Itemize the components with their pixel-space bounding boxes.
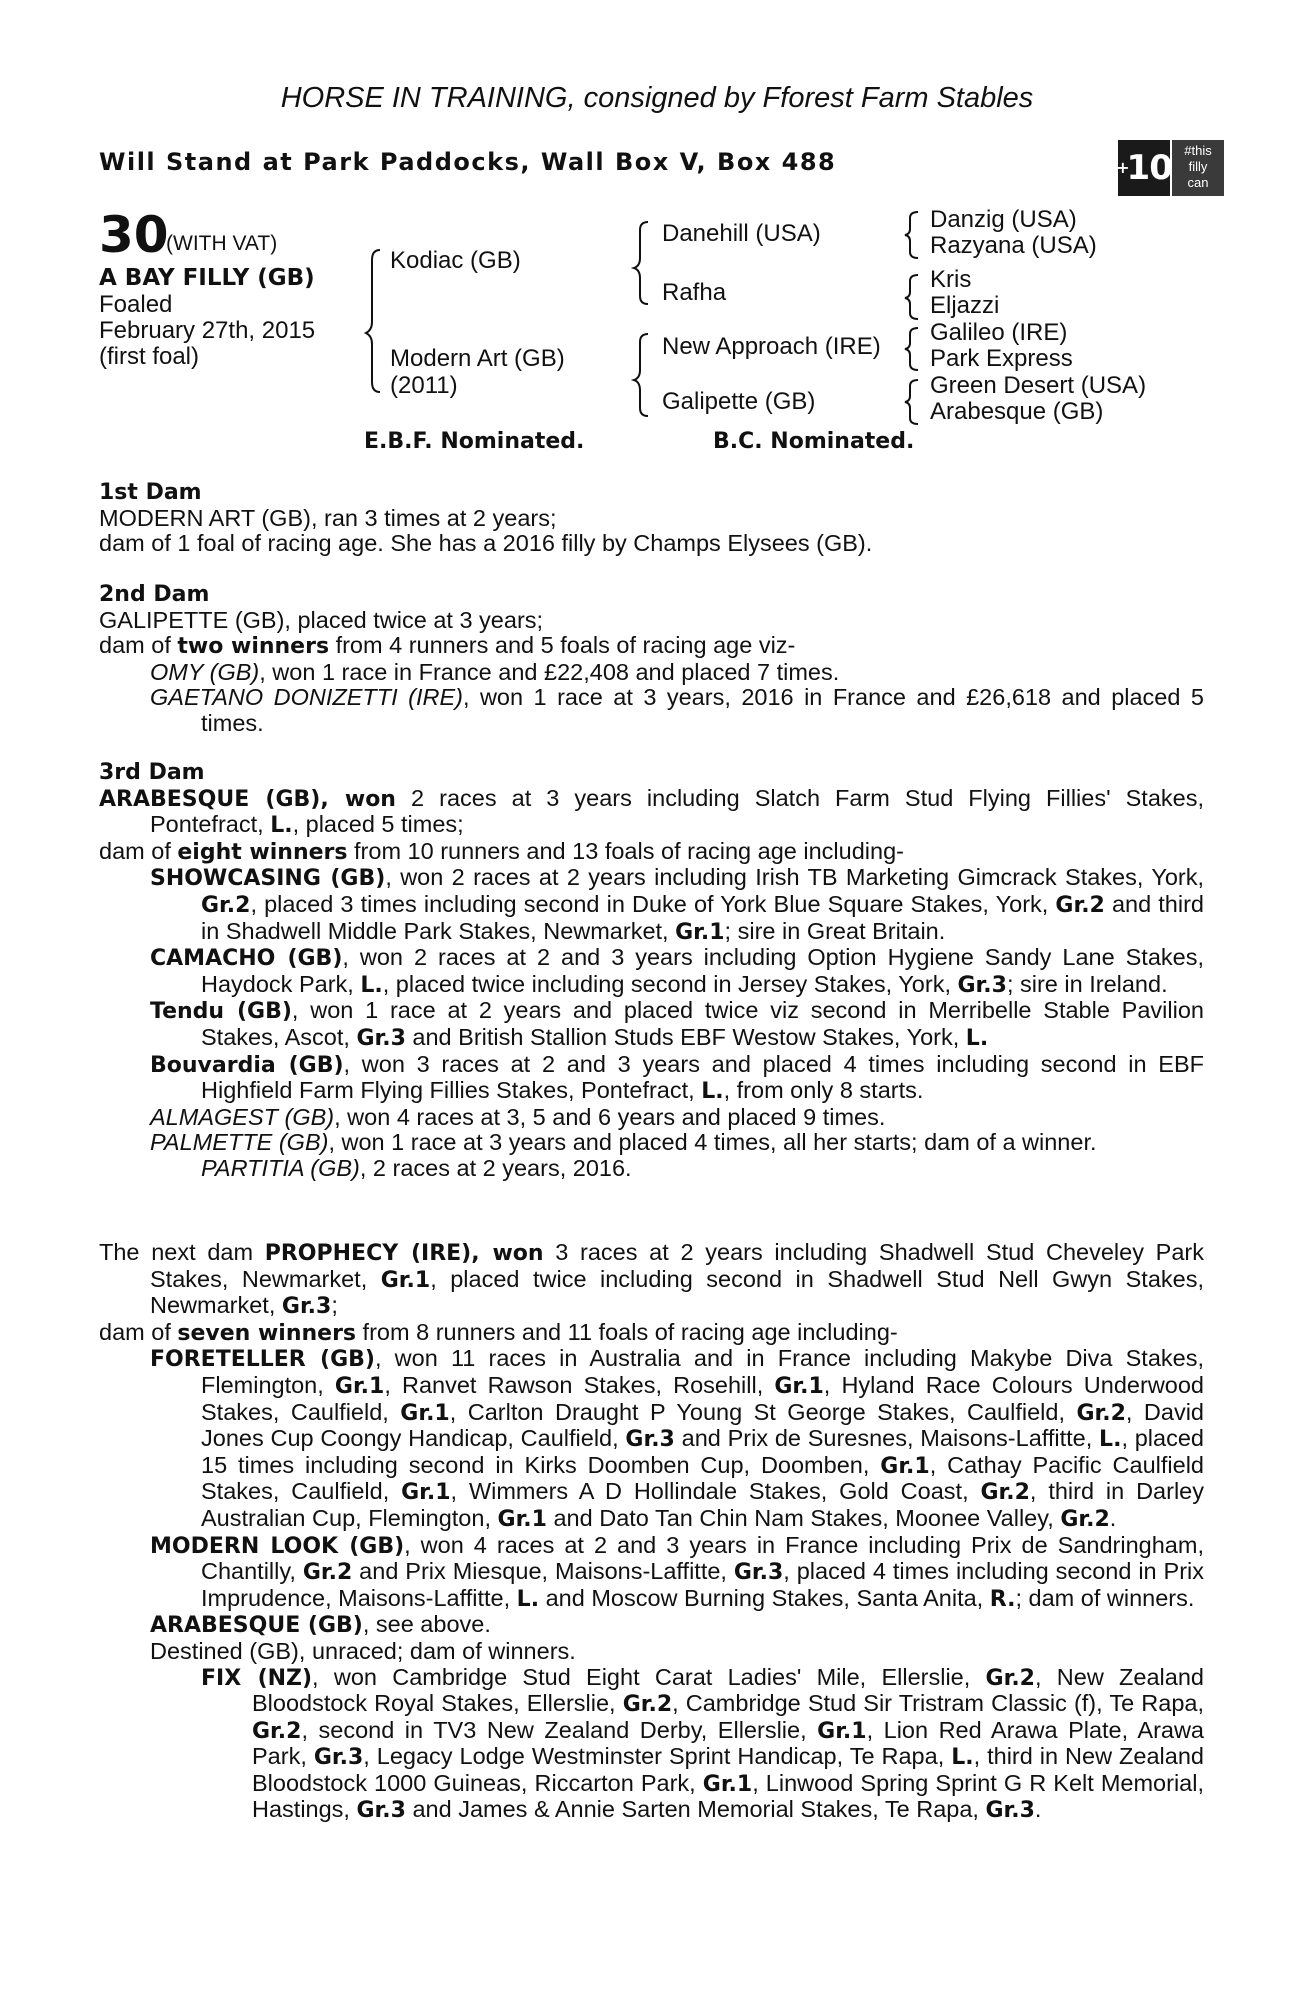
pedigree-sss: Danzig (USA)	[930, 206, 1077, 233]
foaled-date: February 27th, 2015	[99, 317, 316, 344]
next-dam-produce: dam of seven winners from 8 runners and 11 foals of racing age including-	[99, 1318, 898, 1346]
pedigree-dsd: Park Express	[930, 345, 1073, 372]
lot-name: A BAY FILLY (GB)	[99, 265, 315, 291]
first-dam-produce: dam of 1 foal of racing age. She has a 2016 filly by Champs Elysees (GB).	[99, 530, 873, 557]
first-dam-heading: 1st Dam	[99, 480, 202, 505]
bc-nominated: B.C. Nominated.	[713, 429, 915, 454]
sire: Kodiac (GB)	[390, 247, 521, 274]
vat-label: (WITH VAT)	[166, 232, 278, 255]
pedigree-dds: Green Desert (USA)	[930, 372, 1147, 399]
plus-10-badge: + 10	[1118, 140, 1170, 196]
produce-camacho: CAMACHO (GB), won 2 races at 2 and 3 years including Option Hygiene Sandy Lane Stakes, Haydock Park, L., placed twice including second in Jersey Stakes, York, Gr.3; sire in Ireland.	[150, 944, 1204, 998]
third-dam-heading: 3rd Dam	[99, 760, 205, 785]
dam: Modern Art (GB)	[390, 345, 565, 372]
second-dam-line: GALIPETTE (GB), placed twice at 3 years;	[99, 606, 544, 633]
dam-dam: Galipette (GB)	[662, 388, 816, 415]
produce-tendu: Tendu (GB), won 1 race at 2 years and placed twice viz second in Merribelle Stable Pavilion Stakes, Ascot, Gr.3 and British Stallion Studs EBF Westow Stakes, York, L.	[150, 997, 1204, 1051]
lot-number: 30	[99, 206, 169, 264]
foal-note: (first foal)	[99, 343, 200, 370]
next-dam-section	[99, 1240, 1204, 1824]
ebf-nominated: E.B.F. Nominated.	[364, 429, 585, 454]
third-dam-section	[99, 760, 1204, 1182]
third-dam-produce: dam of eight winners from 10 runners and 13 foals of racing age including-	[99, 837, 904, 865]
pedigree-sdd: Eljazzi	[930, 292, 1000, 319]
produce-foreteller: FORETELLER (GB), won 11 races in Australia and in France including Makybe Diva Stakes, Flemington, Gr.1, Ranvet Rawson Stakes, Rosehill, Gr.1, Hyland Race Colours Underwood Stakes, Caulfield, Gr.1, Carlton Draught P Young St George Stakes, Caulfield, Gr.2, David Jones Cup Coongy Handicap, Caulfield, Gr.3 and Prix de Suresnes, Maisons-Laffitte, L., placed 15 times including second in Kirks Doomben Cup, Doomben, Gr.1, Cathay Pacific Caulfield Stakes, Caulfield, Gr.1, Wimmers A D Hollindale Stakes, Gold Coast, Gr.2, third in Darley Australian Cup, Flemington, Gr.1 and Dato Tan Chin Nam Stakes, Moonee Valley, Gr.2.	[150, 1345, 1205, 1532]
sire-dam: Rafha	[662, 279, 727, 306]
produce-arabesque: ARABESQUE (GB), see above.	[150, 1611, 491, 1639]
sire-sire: Danehill (USA)	[662, 220, 821, 247]
pedigree-ddd: Arabesque (GB)	[930, 398, 1104, 425]
dam-sire: New Approach (IRE)	[662, 333, 881, 360]
produce-almagest: ALMAGEST (GB), won 4 races at 3, 5 and 6 years and placed 9 times.	[150, 1103, 886, 1130]
second-dam-produce: dam of two winners from 4 runners and 5 foals of racing age viz-	[99, 632, 796, 660]
produce-partitia: PARTITIA (GB), 2 races at 2 years, 2016.	[201, 1154, 632, 1181]
stand-location: Will Stand at Park Paddocks, Wall Box V, Box 488	[99, 148, 837, 176]
produce-fix: FIX (NZ), won Cambridge Stud Eight Carat Ladies' Mile, Ellerslie, Gr.2, New Zealand Bloodstock Royal Stakes, Ellerslie, Gr.2, Cambridge Stud Sir Tristram Classic (f), Te Rapa, Gr.2, second in TV3 New Zealand Derby, Ellerslie, Gr.1, Lion Red Arawa Plate, Arawa Park, Gr.3, Legacy Lodge Westminster Sprint Handicap, Te Rapa, L., third in New Zealand Bloodstock 1000 Guineas, Riccarton Park, Gr.1, Linwood Spring Sprint G R Kelt Memorial, Hastings, Gr.3 and James & Annie Sarten Memorial Stakes, Te Rapa, Gr.3.	[201, 1663, 1204, 1824]
pedigree-sds: Kris	[930, 266, 972, 293]
dam-year: (2011)	[390, 372, 458, 399]
first-dam-section	[99, 480, 1204, 557]
pedigree-ssd: Razyana (USA)	[930, 232, 1097, 259]
next-dam-record: The next dam PROPHECY (IRE), won 3 races at 2 years including Shadwell Stud Cheveley Park Stakes, Newmarket, Gr.1, placed twice including second in Shadwell Stud Nell Gwyn Stakes, Newmarket, Gr.3;	[99, 1239, 1204, 1320]
third-dam-record: ARABESQUE (GB), won 2 races at 3 years including Slatch Farm Stud Flying Fillies' Stakes, Pontefract, L., placed 5 times;	[99, 784, 1204, 839]
produce-destined: Destined (GB), unraced; dam of winners.	[150, 1637, 576, 1664]
produce-bouvardia: Bouvardia (GB), won 3 races at 2 and 3 years and placed 4 times including second in EBF Highfield Farm Flying Fillies Stakes, Pontefract, L., from only 8 starts.	[150, 1050, 1204, 1105]
produce-palmette: PALMETTE (GB), won 1 race at 3 years and placed 4 times, all her starts; dam of a winner.	[150, 1129, 1097, 1156]
second-dam-section	[99, 582, 1204, 737]
page-header: HORSE IN TRAINING, consigned by Fforest Farm Stables	[280, 82, 1034, 114]
first-dam-line: MODERN ART (GB), ran 3 times at 2 years;	[99, 504, 557, 531]
produce-omy: OMY (GB), won 1 race in France and £22,408 and placed 7 times.	[150, 658, 840, 685]
this-filly-can-badge: #this filly can	[1172, 140, 1224, 196]
produce-modern-look: MODERN LOOK (GB), won 4 races at 2 and 3 years in France including Prix de Sandringham, Chantilly, Gr.2 and Prix Miesque, Maisons-Laffitte, Gr.3, placed 4 times including second in Prix Imprudence, Maisons-Laffitte, L. and Moscow Burning Stakes, Santa Anita, R.; dam of winners.	[150, 1531, 1204, 1612]
second-dam-heading: 2nd Dam	[99, 582, 210, 607]
pedigree-dss: Galileo (IRE)	[930, 319, 1068, 346]
produce-gaetano: GAETANO DONIZETTI (IRE), won 1 race at 3 years, 2016 in France and £26,618 and placed 5 times.	[150, 684, 1204, 736]
foaled-label: Foaled	[99, 291, 173, 318]
produce-showcasing: SHOWCASING (GB), won 2 races at 2 years including Irish TB Marketing Gimcrack Stakes, York, Gr.2, placed 3 times including second in Duke of York Blue Square Stakes, York, Gr.2 and third in Shadwell Middle Park Stakes, Newmarket, Gr.1; sire in Great Britain.	[150, 864, 1205, 945]
